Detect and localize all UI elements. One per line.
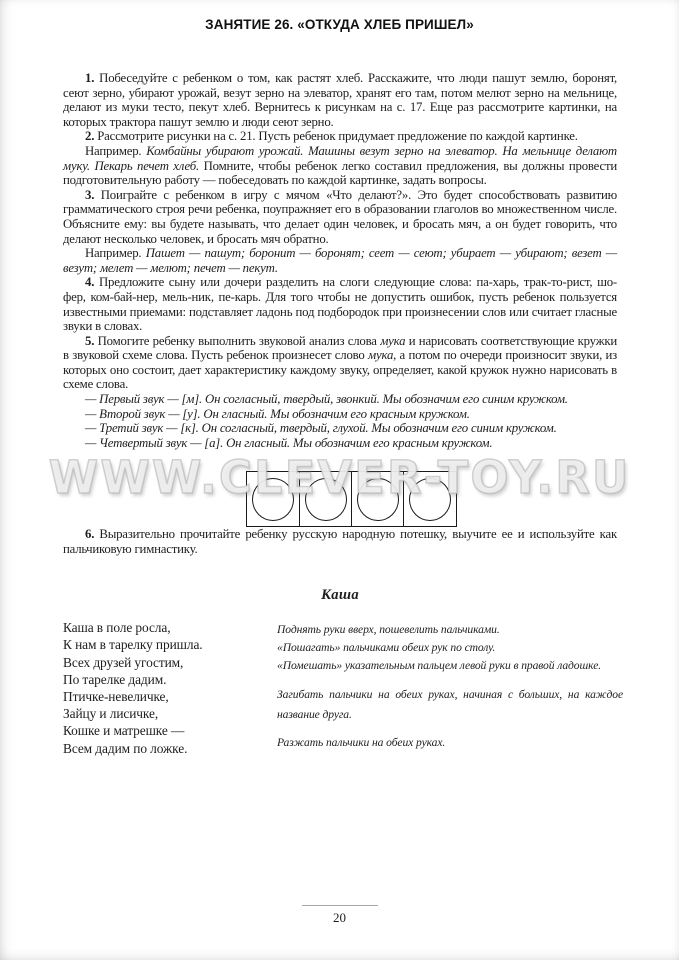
sound-line-1: — Первый звук — [м]. Он согласный, твердый, звонкий. Мы обозначим его синим кружком. — [85, 392, 568, 407]
poem-verse-line: Птичке-невеличке, — [63, 689, 169, 705]
paragraph-text: Поиграйте с ребенком в игру с мячом «Что делают?». Это будет способствовать развитию грамматического строя речи ребенка, поупражняет его в образовании глаголов во множественном числе. Объясните ему: вы будете называть, что делает один человек, и бросать мяч, а он будет говорить, что делают несколько человек, и бросать мяч обратно. — [63, 187, 617, 246]
paragraph-6 — [63, 527, 617, 556]
sound-line-2: — Второй звук — [у]. Он гласный. Мы обозначим его красным кружком. — [85, 406, 470, 421]
poem-verse-line: К нам в тарелку пришла. — [63, 637, 203, 653]
paragraph-text: Помните, чтобы ребенок легко составил предложения, вы должны провести подготовительную работу — побеседовать по каждой картинке, задать вопросы. — [63, 158, 617, 188]
example-italic: Пашет — пашут; боронит — боронят; сеет — сеют; убирает — убирают; везет — везут; мелет — мелют; печет — пекут. — [63, 246, 617, 275]
sound-circle — [252, 478, 294, 521]
poem-action-line: «Пошагать» пальчиками обеих рук по столу. — [277, 641, 496, 655]
sound-scheme — [246, 471, 456, 527]
paragraph-number: 1. — [85, 71, 95, 85]
paragraph-5 — [63, 334, 617, 392]
sound-circle — [409, 478, 451, 521]
poem-action-line: Поднять руки вверх, пошевелить пальчиками. — [277, 623, 500, 637]
footer-rule — [302, 905, 378, 906]
example-lead: Например. — [85, 143, 147, 158]
paragraph-text: Помогите ребенку выполнить звуковой анализ слова — [94, 333, 381, 348]
sound-cell — [299, 471, 353, 527]
poem-action-line: Загибать пальчики на обеих руках, начиная с больших, на каждое название друга. — [277, 688, 623, 721]
poem-verse-line: Всех друзей угостим, — [63, 654, 184, 670]
analyzed-word: мука — [380, 333, 406, 348]
sound-line-3: — Третий звук — [к]. Он согласный, твердый, глухой. Мы обозначим его синим кружком. — [85, 421, 557, 436]
text-block — [63, 71, 623, 769]
poem-verse-line: Кошке и матрешке — — [63, 723, 185, 739]
paragraph-text: Предложите сыну или дочери разделить на слоги следующие слова: па-харь, трак-то-рист, шо-фер, ком-бай-нер, мель-ник, пе-карь. Для того чтобы не допустить ошибок, пусть ребенок пользуется известными приемами: подставляет ладонь под подбородок при произнесении слов или считает гласные звуки в словах. — [63, 275, 617, 334]
example-italic: Комбайны убирают урожай. Машины везут зерно на элеватор. На мельнице делают муку. Пекарь печет хлеб. — [63, 143, 617, 173]
sound-line-4: — Четвертый звук — [а]. Он гласный. Мы обозначим его красным кружком. — [85, 435, 493, 450]
example-lead: Например. — [85, 246, 146, 261]
paragraph-text: , а потом по очереди произносит звуки, из которых оно состоит, дает характеристику каждому звуку, определяет, какой кружок нужно нарисовать в схеме слова. — [63, 348, 617, 392]
paragraph-text: и нарисовать соответствующие кружки в звуковой схеме слова. Пусть ребенок произнесет слово — [63, 333, 618, 363]
page-number: 20 — [333, 910, 346, 925]
paragraph-example-2 — [63, 246, 617, 275]
paragraph-number: 4. — [85, 275, 95, 290]
poem — [63, 619, 623, 769]
page-footer — [0, 905, 679, 926]
sound-circle — [305, 478, 347, 521]
paragraph-2 — [63, 129, 617, 144]
paragraph-text: Рассмотрите рисунки на с. 21. Пусть ребенок придумает предложение по каждой картинке. — [94, 129, 578, 144]
paragraph-4 — [63, 275, 617, 333]
poem-title: Каша — [321, 586, 359, 603]
poem-verse-line: По тарелке дадим. — [63, 671, 167, 687]
sound-cell — [351, 471, 405, 527]
paragraph-number: 3. — [85, 187, 95, 202]
poem-verse-line: Зайцу и лисичке, — [63, 706, 159, 722]
paragraph-number: 5. — [85, 333, 95, 348]
paragraph-text: Побеседуйте с ребенком о том, как растят хлеб. Расскажите, что люди пашут землю, боронят, сеют зерно, убирают урожай, везут зерно на элеватор, хранят его там, потом мелют зерно на мельнице, делают из муки тесто, пекут хлеб. Вернитесь к рисункам на с. 17. Еще раз рассмотрите картинки, на которых трактора пашут землю и люди сеют зерно. — [63, 71, 617, 129]
poem-action-line: Разжать пальчики на обеих руках. — [277, 736, 446, 750]
sound-cell — [246, 471, 300, 527]
paragraph-3 — [63, 188, 617, 246]
poem-action-line: «Помешать» указательным пальцем левой руки в правой ладошке. — [277, 659, 602, 673]
analyzed-word: мука — [368, 348, 394, 363]
poem-verse-line: Всем дадим по ложке. — [63, 740, 188, 756]
paragraph-1 — [63, 71, 617, 129]
poem-verse-line: Каша в поле росла, — [63, 620, 171, 636]
sound-circle — [357, 478, 399, 521]
paragraph-example-1 — [63, 144, 617, 188]
paragraph-number: 6. — [85, 527, 95, 542]
paragraph-number: 2. — [85, 129, 95, 144]
page-title: ЗАНЯТИЕ 26. «ОТКУДА ХЛЕБ ПРИШЕЛ» — [205, 17, 474, 32]
watermark-text: WWW.CLEVER-TOY.RU — [48, 451, 631, 504]
paragraph-text: Выразительно прочитайте ребенку русскую народную потешку, выучите ее и используйте как пальчиковую гимнастику. — [63, 527, 617, 557]
sound-cell — [403, 471, 457, 527]
